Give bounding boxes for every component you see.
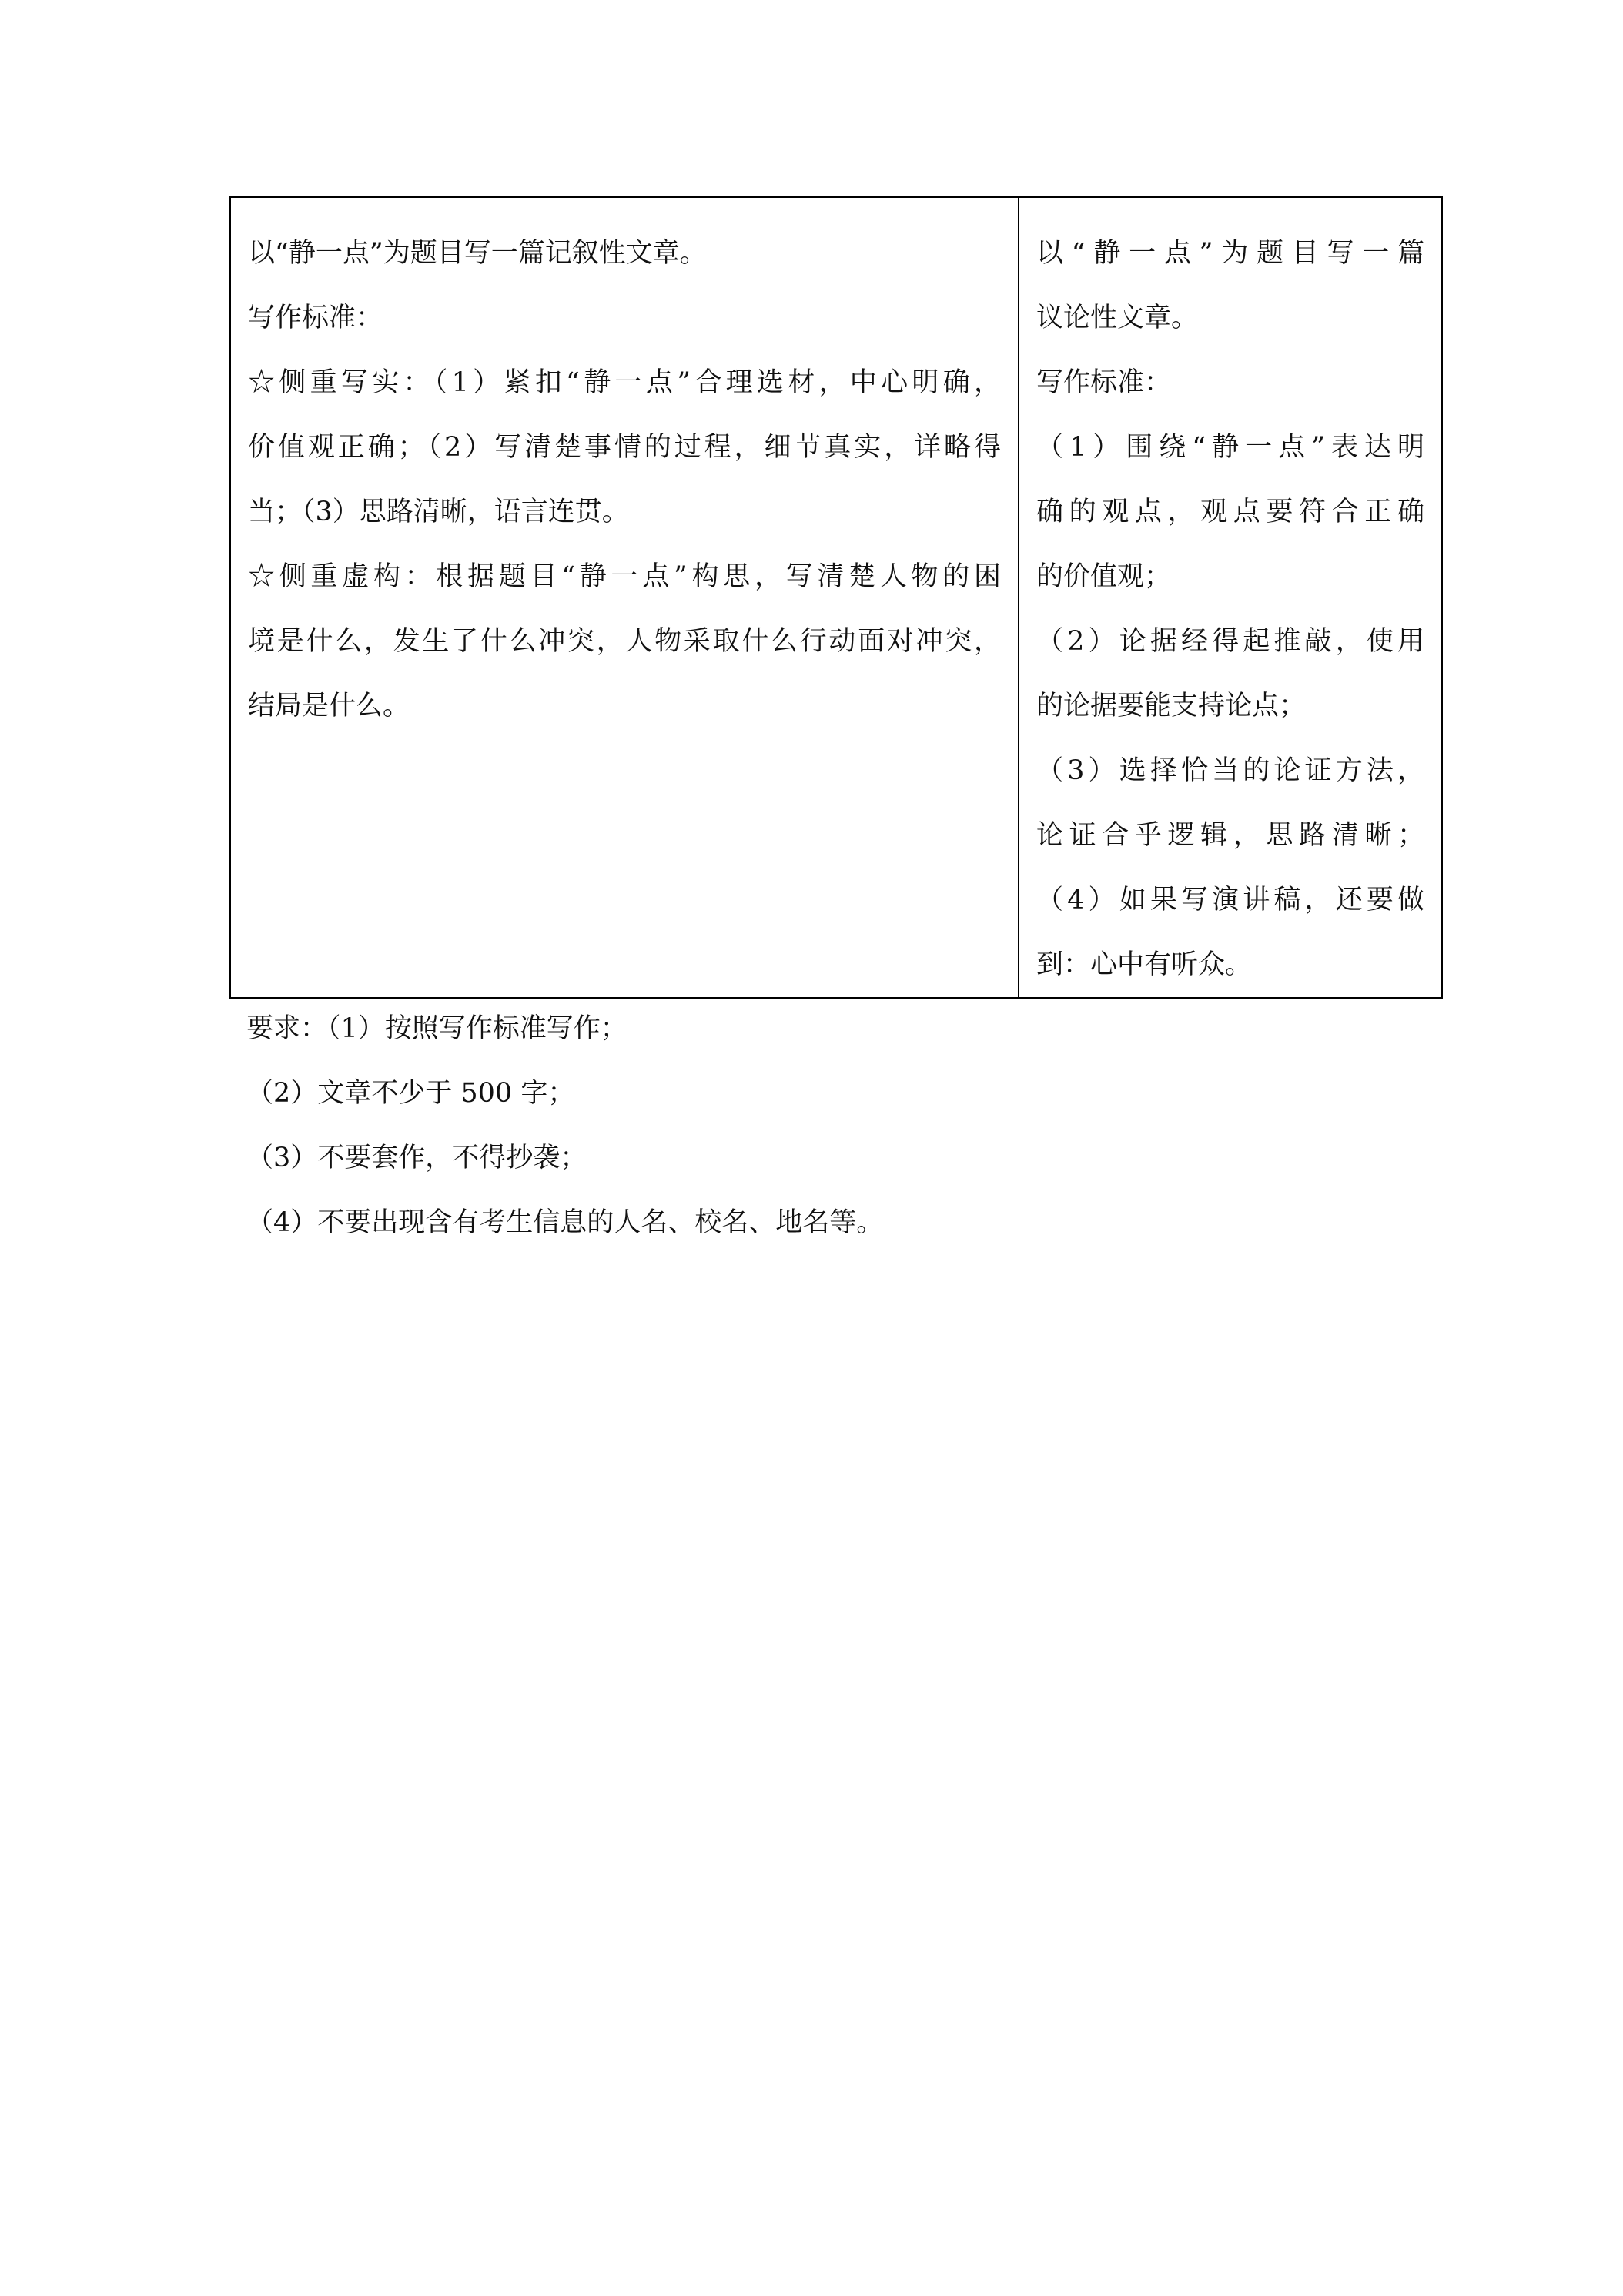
narrative-task-cell <box>230 197 1019 998</box>
narrative-standard-text: 当；（3）思路清晰，语言连贯。 <box>248 497 629 527</box>
narrative-standard-heading: 写作标准： <box>248 303 383 333</box>
requirement-item: （3）不要套作，不得抄袭； <box>246 1143 587 1173</box>
requirement-item: （2）文章不少于 500 字； <box>246 1078 575 1109</box>
writing-task-table <box>229 196 1443 999</box>
narrative-standard-text: ☆侧重虚构：根据题目“静一点”构思，写清楚人物的困 <box>248 561 1001 592</box>
requirement-item: （4）不要出现含有考生信息的人名、校名、地名等。 <box>246 1207 884 1238</box>
argumentative-standard-text: 确的观点，观点要符合正确 <box>1036 497 1424 527</box>
requirement-item: 要求：（1）按照写作标准写作； <box>246 1013 627 1044</box>
argumentative-task-title: 以“静一点”为题目写一篇 <box>1036 238 1424 269</box>
narrative-standard-text: ☆侧重写实：（1）紧扣“静一点”合理选材，中心明确， <box>248 367 1001 398</box>
requirements-list <box>246 996 1355 1255</box>
argumentative-standard-text: 论证合乎逻辑，思路清晰； <box>1036 820 1424 851</box>
argumentative-standard-text: （3）选择恰当的论证方法， <box>1036 755 1424 786</box>
narrative-standard-text: 境是什么，发生了什么冲突，人物采取什么行动面对冲突， <box>248 626 1001 657</box>
argumentative-standard-heading: 写作标准： <box>1036 367 1172 398</box>
narrative-standard-text: 结局是什么。 <box>248 691 410 721</box>
argumentative-standard-text: （1）围绕“静一点”表达明 <box>1036 432 1424 463</box>
argumentative-standard-text: （4）如果写演讲稿，还要做 <box>1036 885 1424 915</box>
argumentative-task-title: 议论性文章。 <box>1036 303 1199 333</box>
argumentative-standard-text: 的论据要能支持论点； <box>1036 691 1307 721</box>
narrative-standard-text: 价值观正确；（2）写清楚事情的过程，细节真实，详略得 <box>248 432 1001 463</box>
narrative-task-title: 以“静一点”为题目写一篇记叙性文章。 <box>248 238 707 269</box>
argumentative-task-cell <box>1019 197 1442 998</box>
argumentative-standard-text: 的价值观； <box>1036 561 1172 592</box>
task-row <box>230 197 1442 998</box>
argumentative-standard-text: （2）论据经得起推敲，使用 <box>1036 626 1424 657</box>
argumentative-standard-text: 到：心中有听众。 <box>1036 949 1253 980</box>
